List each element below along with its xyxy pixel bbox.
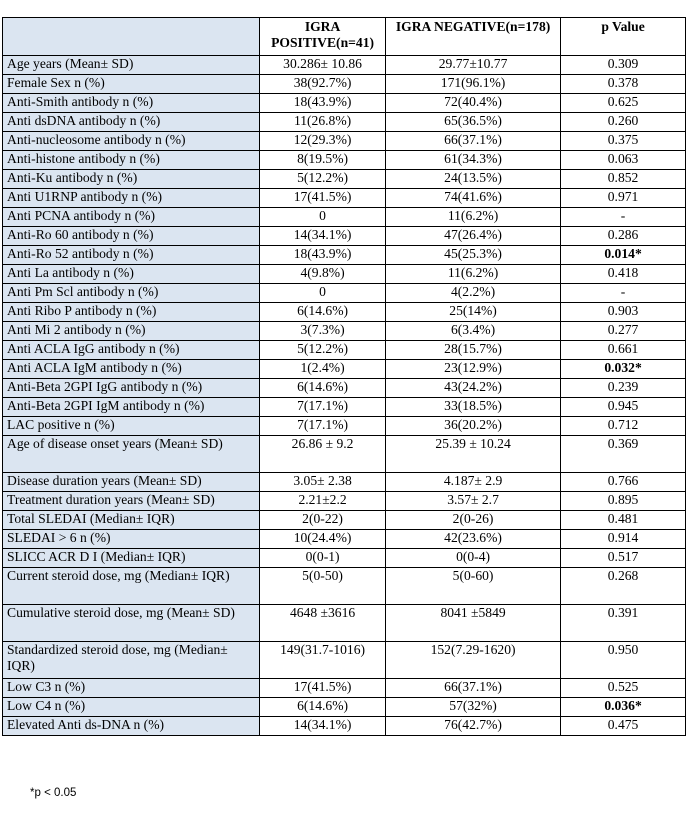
- p-value: 0.971: [561, 189, 686, 208]
- row-label: Anti-Ro 60 antibody n (%): [3, 227, 260, 246]
- p-value: 0.903: [561, 303, 686, 322]
- table-row: [3, 265, 686, 284]
- table-row: [3, 511, 686, 530]
- p-value: -: [561, 284, 686, 303]
- igra-negative-value: 11(6.2%): [386, 208, 561, 227]
- table-row: [3, 208, 686, 227]
- row-label: Female Sex n (%): [3, 75, 260, 94]
- table-row: [3, 398, 686, 417]
- igra-positive-value: 0: [260, 284, 386, 303]
- table-row: [3, 605, 686, 642]
- igra-negative-value: 5(0-60): [386, 568, 561, 605]
- igra-negative-value: 72(40.4%): [386, 94, 561, 113]
- p-value: 0.369: [561, 436, 686, 473]
- igra-positive-value: 11(26.8%): [260, 113, 386, 132]
- p-value: 0.481: [561, 511, 686, 530]
- igra-negative-value: 42(23.6%): [386, 530, 561, 549]
- igra-positive-value: 3.05± 2.38: [260, 473, 386, 492]
- p-value: 0.914: [561, 530, 686, 549]
- table-row: [3, 132, 686, 151]
- igra-positive-value: 18(43.9%): [260, 94, 386, 113]
- row-label: Low C4 n (%): [3, 698, 260, 717]
- p-value: 0.517: [561, 549, 686, 568]
- table-row: [3, 568, 686, 605]
- igra-positive-value: 18(43.9%): [260, 246, 386, 265]
- results-table: [2, 17, 686, 736]
- igra-positive-value: 12(29.3%): [260, 132, 386, 151]
- igra-negative-value: 43(24.2%): [386, 379, 561, 398]
- row-label: Age of disease onset years (Mean± SD): [3, 436, 260, 473]
- igra-positive-value: 8(19.5%): [260, 151, 386, 170]
- igra-positive-value: 5(0-50): [260, 568, 386, 605]
- igra-negative-value: 23(12.9%): [386, 360, 561, 379]
- igra-positive-value: 149(31.7-1016): [260, 642, 386, 679]
- table-row: [3, 170, 686, 189]
- row-label: Anti PCNA antibody n (%): [3, 208, 260, 227]
- igra-negative-value: 66(37.1%): [386, 679, 561, 698]
- footnote: *p < 0.05: [30, 787, 77, 799]
- table-row: [3, 379, 686, 398]
- igra-positive-value: 2(0-22): [260, 511, 386, 530]
- table-row: [3, 473, 686, 492]
- p-value: 0.852: [561, 170, 686, 189]
- igra-negative-value: 4(2.2%): [386, 284, 561, 303]
- p-value: 0.945: [561, 398, 686, 417]
- igra-negative-value: 61(34.3%): [386, 151, 561, 170]
- p-value: 0.375: [561, 132, 686, 151]
- p-value: 0.014*: [561, 246, 686, 265]
- table-row: [3, 549, 686, 568]
- p-value: 0.391: [561, 605, 686, 642]
- igra-positive-value: 0: [260, 208, 386, 227]
- igra-positive-value: 3(7.3%): [260, 322, 386, 341]
- row-label: Anti ACLA IgG antibody n (%): [3, 341, 260, 360]
- table-row: [3, 698, 686, 717]
- row-label: Low C3 n (%): [3, 679, 260, 698]
- table-row: [3, 113, 686, 132]
- igra-negative-value: 76(42.7%): [386, 717, 561, 736]
- table-row: [3, 679, 686, 698]
- row-label: SLEDAI > 6 n (%): [3, 530, 260, 549]
- igra-positive-value: 38(92.7%): [260, 75, 386, 94]
- header-igra-positive: IGRA POSITIVE(n=41): [260, 18, 386, 56]
- row-label: Anti-Beta 2GPI IgM antibody n (%): [3, 398, 260, 417]
- row-label: Anti-Ro 52 antibody n (%): [3, 246, 260, 265]
- row-label: Anti-Beta 2GPI IgG antibody n (%): [3, 379, 260, 398]
- p-value: 0.239: [561, 379, 686, 398]
- igra-negative-value: 6(3.4%): [386, 322, 561, 341]
- p-value: 0.475: [561, 717, 686, 736]
- table-row: [3, 417, 686, 436]
- igra-negative-value: 25.39 ± 10.24: [386, 436, 561, 473]
- header-igra-negative: IGRA NEGATIVE(n=178): [386, 18, 561, 56]
- igra-positive-value: 30.286± 10.86: [260, 56, 386, 75]
- igra-negative-value: 47(26.4%): [386, 227, 561, 246]
- igra-negative-value: 4.187± 2.9: [386, 473, 561, 492]
- igra-positive-value: 10(24.4%): [260, 530, 386, 549]
- igra-positive-value: 7(17.1%): [260, 398, 386, 417]
- row-label: Disease duration years (Mean± SD): [3, 473, 260, 492]
- igra-negative-value: 171(96.1%): [386, 75, 561, 94]
- igra-positive-value: 1(2.4%): [260, 360, 386, 379]
- table-row: [3, 189, 686, 208]
- table-row: [3, 227, 686, 246]
- igra-negative-value: 24(13.5%): [386, 170, 561, 189]
- igra-negative-value: 28(15.7%): [386, 341, 561, 360]
- row-label: Anti Mi 2 antibody n (%): [3, 322, 260, 341]
- header-variable: [3, 18, 260, 56]
- igra-positive-value: 14(34.1%): [260, 717, 386, 736]
- igra-negative-value: 11(6.2%): [386, 265, 561, 284]
- igra-positive-value: 17(41.5%): [260, 679, 386, 698]
- p-value: 0.950: [561, 642, 686, 679]
- table-row: [3, 717, 686, 736]
- p-value: 0.277: [561, 322, 686, 341]
- igra-negative-value: 65(36.5%): [386, 113, 561, 132]
- p-value: 0.418: [561, 265, 686, 284]
- igra-positive-value: 4648 ±3616: [260, 605, 386, 642]
- table-row: [3, 322, 686, 341]
- igra-negative-value: 8041 ±5849: [386, 605, 561, 642]
- igra-positive-value: 7(17.1%): [260, 417, 386, 436]
- igra-negative-value: 29.77±10.77: [386, 56, 561, 75]
- igra-negative-value: 152(7.29-1620): [386, 642, 561, 679]
- row-label: Anti dsDNA antibody n (%): [3, 113, 260, 132]
- header-row: [3, 18, 686, 56]
- p-value: 0.766: [561, 473, 686, 492]
- table-row: [3, 75, 686, 94]
- igra-positive-value: 17(41.5%): [260, 189, 386, 208]
- row-label: Cumulative steroid dose, mg (Mean± SD): [3, 605, 260, 642]
- row-label: Anti-Smith antibody n (%): [3, 94, 260, 113]
- p-value: 0.525: [561, 679, 686, 698]
- table-row: [3, 56, 686, 75]
- row-label: Anti Ribo P antibody n (%): [3, 303, 260, 322]
- p-value: 0.712: [561, 417, 686, 436]
- igra-negative-value: 0(0-4): [386, 549, 561, 568]
- p-value: 0.309: [561, 56, 686, 75]
- p-value: 0.260: [561, 113, 686, 132]
- table-row: [3, 246, 686, 265]
- igra-positive-value: 5(12.2%): [260, 170, 386, 189]
- row-label: Treatment duration years (Mean± SD): [3, 492, 260, 511]
- row-label: Anti-histone antibody n (%): [3, 151, 260, 170]
- p-value: 0.286: [561, 227, 686, 246]
- igra-positive-value: 0(0-1): [260, 549, 386, 568]
- table-row: [3, 341, 686, 360]
- row-label: Anti La antibody n (%): [3, 265, 260, 284]
- igra-positive-value: 6(14.6%): [260, 303, 386, 322]
- p-value: 0.036*: [561, 698, 686, 717]
- p-value: 0.032*: [561, 360, 686, 379]
- header-p-value: p Value: [561, 18, 686, 56]
- p-value: 0.268: [561, 568, 686, 605]
- table-row: [3, 303, 686, 322]
- table-row: [3, 436, 686, 473]
- row-label: Total SLEDAI (Median± IQR): [3, 511, 260, 530]
- igra-positive-value: 6(14.6%): [260, 698, 386, 717]
- igra-negative-value: 36(20.2%): [386, 417, 561, 436]
- igra-positive-value: 14(34.1%): [260, 227, 386, 246]
- row-label: SLICC ACR D I (Median± IQR): [3, 549, 260, 568]
- igra-positive-value: 4(9.8%): [260, 265, 386, 284]
- row-label: Anti U1RNP antibody n (%): [3, 189, 260, 208]
- igra-positive-value: 5(12.2%): [260, 341, 386, 360]
- row-label: Anti ACLA IgM antibody n (%): [3, 360, 260, 379]
- igra-positive-value: 6(14.6%): [260, 379, 386, 398]
- row-label: LAC positive n (%): [3, 417, 260, 436]
- igra-positive-value: 26.86 ± 9.2: [260, 436, 386, 473]
- p-value: 0.063: [561, 151, 686, 170]
- igra-negative-value: 74(41.6%): [386, 189, 561, 208]
- p-value: 0.895: [561, 492, 686, 511]
- row-label: Anti-nucleosome antibody n (%): [3, 132, 260, 151]
- row-label: Standardized steroid dose, mg (Median± IQR): [3, 642, 260, 679]
- table-row: [3, 94, 686, 113]
- row-label: Current steroid dose, mg (Median± IQR): [3, 568, 260, 605]
- p-value: 0.378: [561, 75, 686, 94]
- table-row: [3, 492, 686, 511]
- igra-negative-value: 33(18.5%): [386, 398, 561, 417]
- table-row: [3, 284, 686, 303]
- p-value: -: [561, 208, 686, 227]
- igra-negative-value: 57(32%): [386, 698, 561, 717]
- row-label: Anti-Ku antibody n (%): [3, 170, 260, 189]
- igra-positive-value: 2.21±2.2: [260, 492, 386, 511]
- row-label: Elevated Anti ds-DNA n (%): [3, 717, 260, 736]
- table-row: [3, 151, 686, 170]
- row-label: Age years (Mean± SD): [3, 56, 260, 75]
- igra-negative-value: 25(14%): [386, 303, 561, 322]
- row-label: Anti Pm Scl antibody n (%): [3, 284, 260, 303]
- igra-negative-value: 3.57± 2.7: [386, 492, 561, 511]
- p-value: 0.625: [561, 94, 686, 113]
- table-body: [3, 56, 686, 736]
- table-row: [3, 360, 686, 379]
- igra-negative-value: 45(25.3%): [386, 246, 561, 265]
- table-row: [3, 530, 686, 549]
- igra-negative-value: 66(37.1%): [386, 132, 561, 151]
- p-value: 0.661: [561, 341, 686, 360]
- table-row: [3, 642, 686, 679]
- igra-negative-value: 2(0-26): [386, 511, 561, 530]
